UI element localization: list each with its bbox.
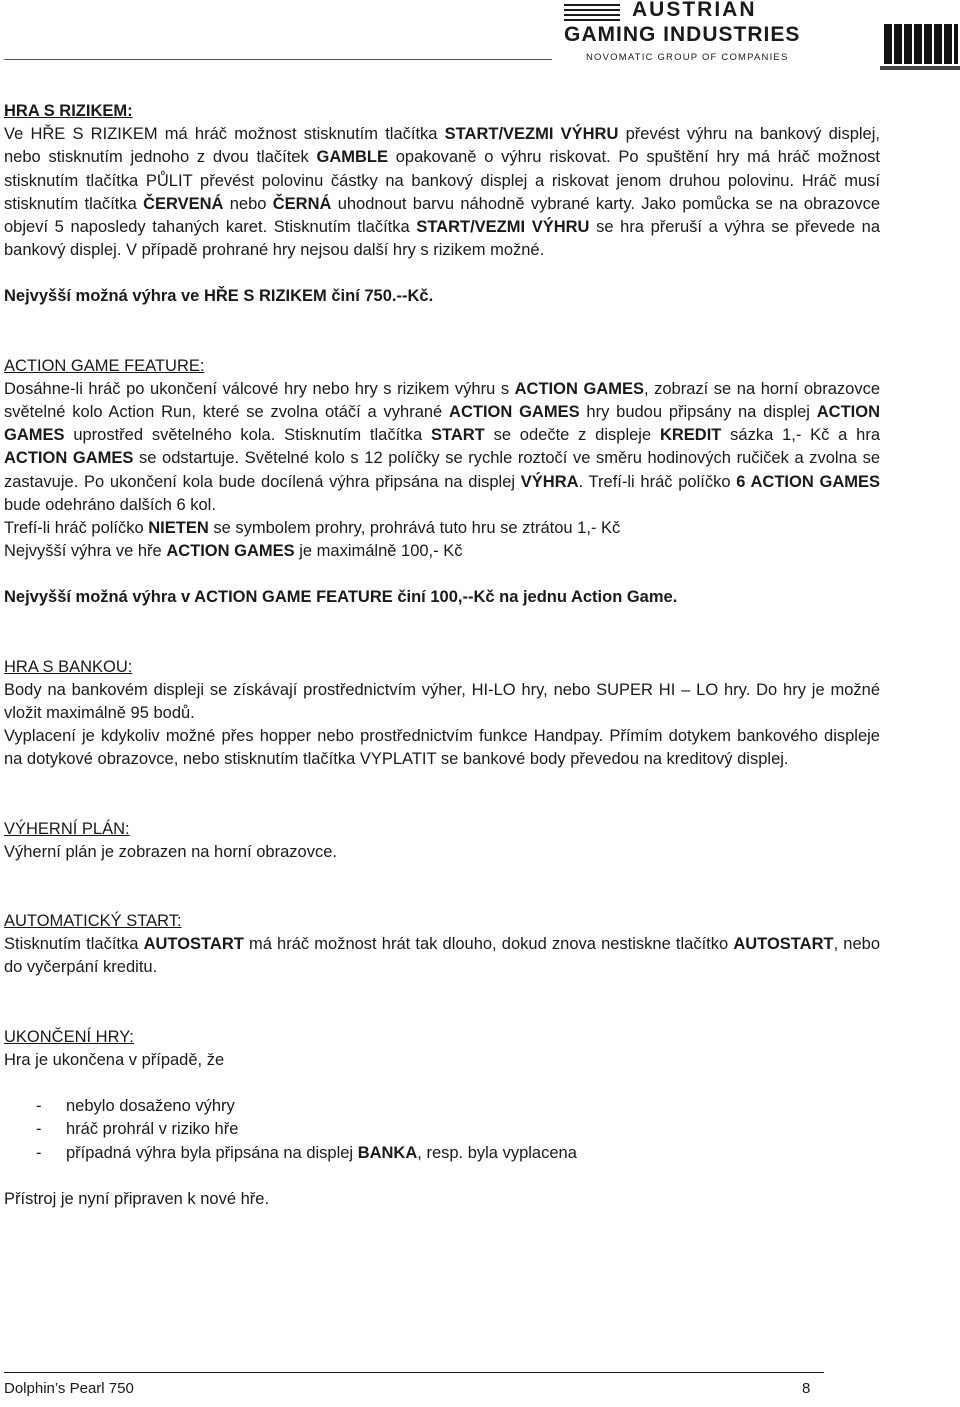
footer-rule (4, 1372, 824, 1373)
bank-paragraph-2: Vyplacení je kdykoliv možné přes hopper nebo prostřednictvím funkce Handpay. Přímím dotykem bankového displeje na dotykové obrazovce, nebo stisknutím tlačítka VYPLATIT se bankové body převedou na kreditový displej. (4, 727, 880, 769)
section-title-action: ACTION GAME FEATURE: (4, 356, 205, 375)
end-outro: Přístroj je nyní připraven k nové hře. (4, 1189, 270, 1208)
header-rule (4, 59, 552, 60)
section-title-bank: HRA S BANKOU: (4, 657, 133, 676)
end-conditions-list (4, 1095, 880, 1165)
section-title-gamble: HRA S RIZIKEM: (4, 102, 133, 120)
page-number: 8 (802, 1380, 811, 1397)
list-item: - nebylo dosaženo výhry (4, 1095, 880, 1118)
action-paragraph-3: Nejvyšší výhra ve hře ACTION GAMES je maximálně 100,- Kč (4, 542, 463, 561)
footer-document-title: Dolphin’s Pearl 750 (4, 1380, 134, 1397)
logo-line-2: GAMING INDUSTRIES (564, 23, 801, 46)
logo-stripes (564, 4, 620, 24)
paytable-paragraph: Výherní plán je zobrazen na horní obrazovce. (4, 842, 337, 861)
logo-line-1: AUSTRIAN (632, 0, 757, 21)
section-title-autostart: AUTOMATICKÝ START: (4, 912, 182, 931)
list-item: - případná výhra byla připsána na displej BANKA, resp. byla vyplacena (4, 1142, 880, 1165)
section-title-end: UKONČENÍ HRY: (4, 1027, 134, 1046)
bank-paragraph-1: Body na bankovém displeji se získávají prostřednictvím výher, HI-LO hry, nebo SUPER HI – LO hry. Do hry je možné vložit maximálně 95 bodů. (4, 680, 880, 723)
logo-line-3: NOVOMATIC GROUP OF COMPANIES (586, 52, 789, 63)
gamble-paragraph: Ve HŘE S RIZIKEM má hráč možnost stisknutím tlačítka START/VEZMI VÝHRU převést výhru na bankový displej, nebo stisknutím jednoho z dvou tlačítek GAMBLE opakovaně o výhru riskovat. Po spuštění hry má hráč možnost stisknutím tlačítka PŮLIT převést polovinu částky na bankový displej a riskovat jenom druhou polovinu. Hráč musí stisknutím tlačítka ČERVENÁ nebo ČERNÁ uhodnout barvu náhodně vybrané karty. Jako pomůcka se na obrazovce objeví 5 naposledy tahaných karet. Stisknutím tlačítka START/VEZMI VÝHRU se hra přeruší a výhra se převede na bankový displej. V případě prohrané hry nejsou další hry s rizikem možné. (4, 125, 881, 260)
company-logo (558, 0, 838, 70)
action-paragraph-1: Dosáhne-li hráč po ukončení válcové hry nebo hry s rizikem výhru s ACTION GAMES, zobrazí se na horní obrazovce světelné kolo Action Run, které se zvolna otáčí a vyhrané ACTION GAMES hry budou připsány na displej ACTION GAMES uprostřed světelného kola. Stisknutím tlačítka START se odečte z displeje KREDIT sázka 1,- Kč a hra ACTION GAMES se odstartuje. Světelné kolo s 12 políčky se rychle roztočí ve směru hodinových ručiček a zvolna se zastavuje. Po ukončení kola bude docílená výhra připsána na displej VÝHRA. Trefí-li hráč políčko 6 ACTION GAMES bude odehráno dalších 6 kol. (4, 379, 880, 514)
page-header (0, 0, 960, 92)
action-paragraph-2: Trefí-li hráč políčko NIETEN se symbolem prohry, prohrává tuto hru se ztrátou 1,- Kč (4, 519, 621, 538)
end-intro: Hra je ukončena v případě, že (4, 1050, 225, 1069)
section-title-paytable: VÝHERNÍ PLÁN: (4, 819, 130, 838)
document-body (4, 100, 880, 1211)
list-item: - hráč prohrál v riziko hře (4, 1118, 880, 1141)
gamble-max-win: Nejvyšší možná výhra ve HŘE S RIZIKEM činí 750.--Kč. (4, 287, 434, 306)
autostart-paragraph: Stisknutím tlačítka AUTOSTART má hráč možnost hrát tak dlouho, dokud znova nestiskne tlačítko AUTOSTART, nebo do vyčerpání kreditu. (4, 935, 880, 977)
corner-thumb-index (880, 24, 960, 94)
action-max-win: Nejvyšší možná výhra v ACTION GAME FEATURE činí 100,--Kč na jednu Action Game. (4, 588, 678, 607)
